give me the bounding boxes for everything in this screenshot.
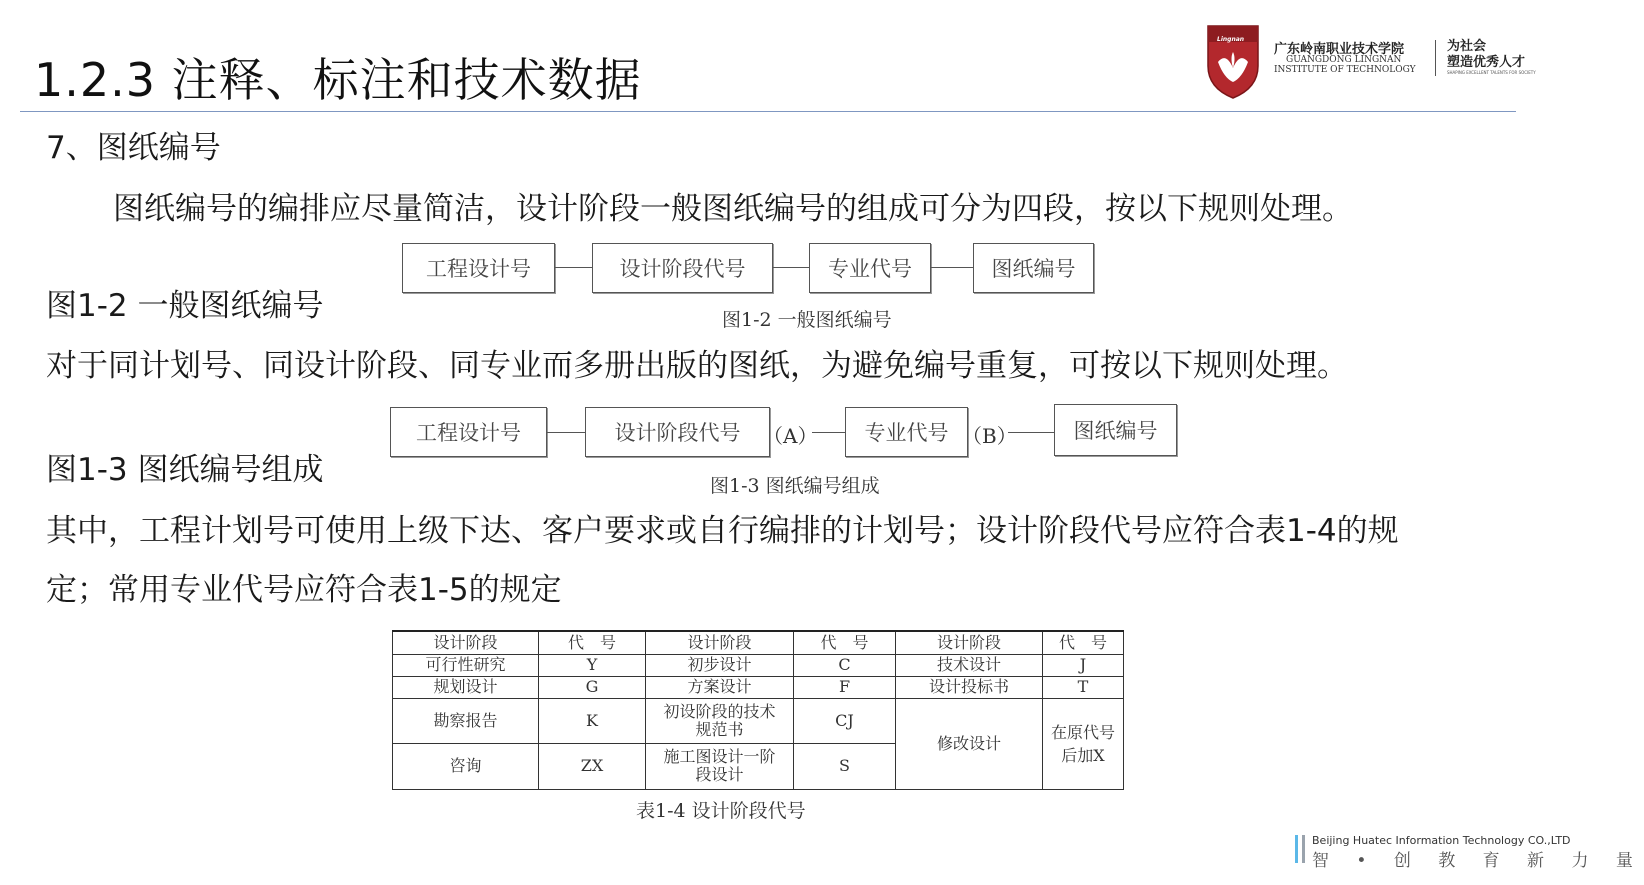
table-cell: 方案设计 — [646, 676, 794, 698]
table-cell: C — [794, 654, 896, 676]
fig12-box-drawing-number: 图纸编号 — [973, 243, 1094, 293]
paragraph-3-line2: 定；常用专业代号应符合表1-5的规定 — [46, 572, 562, 608]
table-caption: 表1-4 设计阶段代号 — [636, 800, 806, 822]
fig12-caption: 图1-2 一般图纸编号 — [722, 309, 892, 331]
fig13-connector — [812, 432, 845, 433]
intro-paragraph: 图纸编号的编排应尽量简洁，设计阶段一般图纸编号的组成可分为四段，按以下规则处理。 — [113, 191, 1353, 227]
table-row — [393, 654, 1124, 676]
fig13-marker-a: （A） — [763, 424, 818, 448]
school-slogan-en: SHAPING EXCELLENT TALENTS FOR SOCIETY — [1447, 70, 1536, 75]
fig13-box-stage: 设计阶段代号 — [585, 407, 770, 457]
table-cell: 施工图设计一阶段设计 — [646, 743, 794, 789]
school-slogan-line2: 塑造优秀人才 — [1447, 55, 1526, 70]
emblem-text: Lingnan — [1217, 36, 1245, 43]
paragraph-3-line1: 其中，工程计划号可使用上级下达、客户要求或自行编排的计划号；设计阶段代号应符合表1-4的规 — [46, 513, 1399, 549]
fig13-connector — [1008, 432, 1054, 433]
logo-separator — [1435, 40, 1436, 76]
school-name-en-line1: GUANGDONG LINGNAN — [1286, 55, 1402, 65]
table-cell: Y — [539, 654, 646, 676]
table-row — [393, 676, 1124, 698]
table-header-row — [393, 631, 1124, 654]
table-cell: 可行性研究 — [393, 654, 539, 676]
fig13-box-discipline: 专业代号 — [845, 407, 968, 457]
company-logo-bars-icon — [1294, 835, 1308, 863]
table-cell: 设计投标书 — [896, 676, 1043, 698]
table-cell: K — [539, 698, 646, 743]
fig12-box-discipline: 专业代号 — [809, 243, 931, 293]
table-cell: 咨询 — [393, 743, 539, 789]
fig13-caption: 图1-3 图纸编号组成 — [710, 475, 880, 497]
school-emblem-icon — [1204, 22, 1262, 100]
table-header-cell: 代 号 — [539, 631, 646, 654]
fig13-side-caption: 图1-3 图纸编号组成 — [46, 452, 324, 488]
table-cell: T — [1043, 676, 1124, 698]
table-cell: S — [794, 743, 896, 789]
company-name-en: Beijing Huatec Information Technology CO.,LTD — [1312, 834, 1571, 847]
fig12-connector — [773, 267, 809, 268]
fig13-connector — [547, 432, 585, 433]
fig12-box-project: 工程设计号 — [402, 243, 555, 293]
fig12-box-stage: 设计阶段代号 — [592, 243, 773, 293]
stage-code-table — [392, 630, 1124, 790]
school-slogan — [1447, 39, 1525, 71]
section-heading: 7、图纸编号 — [46, 130, 221, 166]
fig13-box-drawing-number: 图纸编号 — [1054, 404, 1177, 456]
table-cell: G — [539, 676, 646, 698]
fig12-side-caption: 图1-2 一般图纸编号 — [46, 288, 324, 324]
title-divider — [20, 111, 1516, 112]
table-header-cell: 代 号 — [794, 631, 896, 654]
table-header-cell: 设计阶段 — [646, 631, 794, 654]
school-name-en-line2: INSTITUTE OF TECHNOLOGY — [1274, 65, 1416, 75]
company-slogan-cn: 智 • 创 教 育 新 力 量 — [1312, 851, 1644, 871]
table-header-cell: 设计阶段 — [393, 631, 539, 654]
fig12-connector — [555, 267, 592, 268]
table-cell: 初设阶段的技术规范书 — [646, 698, 794, 743]
table-row — [393, 698, 1124, 743]
table-cell: CJ — [794, 698, 896, 743]
paragraph-2: 对于同计划号、同设计阶段、同专业而多册出版的图纸，为避免编号重复，可按以下规则处理。 — [46, 348, 1348, 384]
table-cell: 在原代号后加X — [1043, 698, 1124, 789]
table-cell: F — [794, 676, 896, 698]
table-cell: 初步设计 — [646, 654, 794, 676]
fig13-box-project: 工程设计号 — [390, 407, 547, 457]
page-title: 1.2.3 注释、标注和技术数据 — [34, 53, 642, 107]
table-cell: 修改设计 — [896, 698, 1043, 789]
table-cell: ZX — [539, 743, 646, 789]
fig13-marker-b: （B） — [962, 424, 1017, 448]
table-header-cell: 设计阶段 — [896, 631, 1043, 654]
table-cell: 规划设计 — [393, 676, 539, 698]
school-name-cn: 广东岭南职业技术学院 — [1274, 42, 1405, 57]
table-cell: 技术设计 — [896, 654, 1043, 676]
school-slogan-line1: 为社会 — [1447, 39, 1487, 54]
fig12-connector — [931, 267, 973, 268]
table-cell: J — [1043, 654, 1124, 676]
table-header-cell: 代 号 — [1043, 631, 1124, 654]
table-cell: 勘察报告 — [393, 698, 539, 743]
school-name-en — [1274, 55, 1416, 75]
